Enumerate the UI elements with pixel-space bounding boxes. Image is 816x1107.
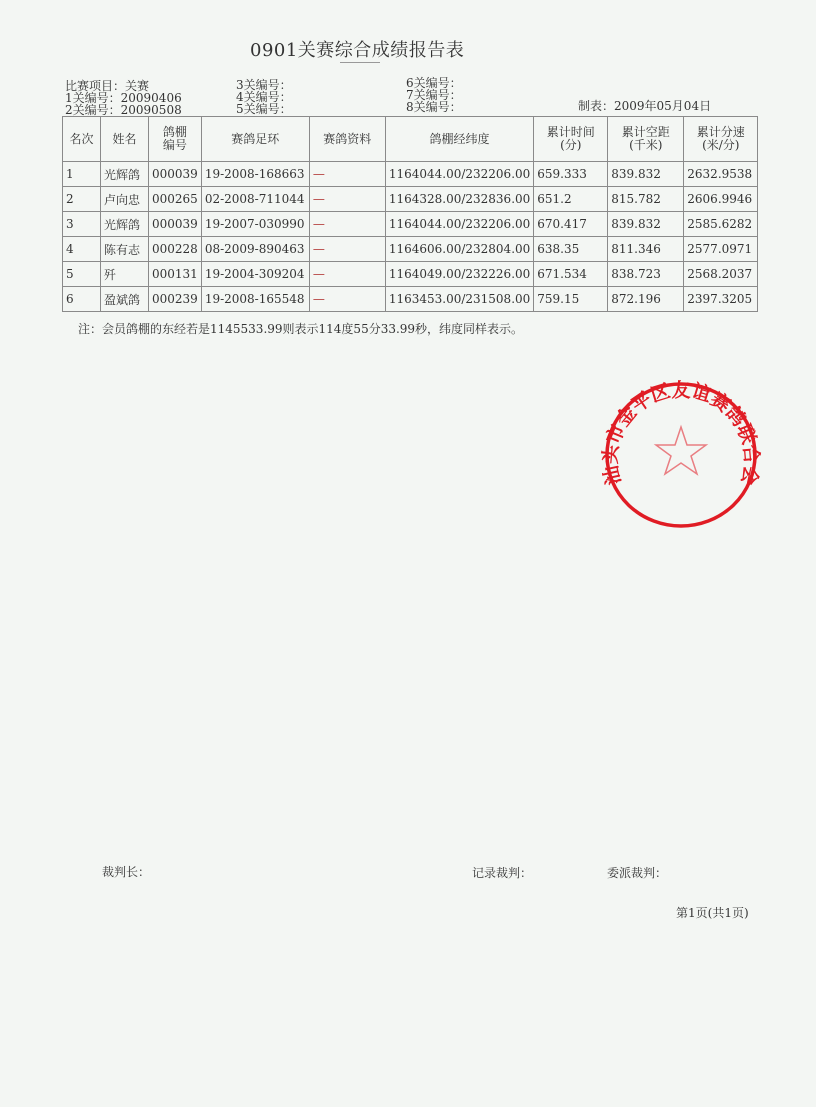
cell-ring: 19-2008-165548 (201, 287, 309, 312)
cell-name: 光辉鸽 (101, 162, 149, 187)
cell-speed: 2585.6282 (684, 212, 758, 237)
info-stage2-number: 2关编号：20090508 (65, 103, 182, 117)
cell-total-distance: 838.723 (608, 262, 684, 287)
cell-speed: 2568.2037 (684, 262, 758, 287)
made-date: 制表：2009年05月04日 (578, 99, 712, 113)
table-header-row (63, 117, 758, 162)
cell-loft-number: 000239 (149, 287, 202, 312)
cell-rank: 6 (63, 287, 101, 312)
signature-record-referee: 记录裁判： (472, 866, 533, 880)
coordinate-note: 注：会员鸽棚的东经若是1145533.99则表示114度55分33.99秒，纬度同样表示。 (78, 322, 524, 336)
info-stage4-number: 4关编号： (236, 90, 292, 104)
cell-loft-number: 000228 (149, 237, 202, 262)
cell-total-time: 638.35 (534, 237, 608, 262)
header-name: 姓名 (101, 117, 149, 162)
seal-star-icon (656, 427, 706, 474)
info-stage1-number: 1关编号：20090406 (65, 91, 182, 105)
cell-speed: 2632.9538 (684, 162, 758, 187)
cell-name: 光辉鸽 (101, 212, 149, 237)
cell-pigeon-info: — (309, 162, 385, 187)
page-number: 第1页(共1页) (676, 906, 749, 920)
cell-loft-number: 000265 (149, 187, 202, 212)
seal-text-path: 汕头市金平区友谊赛鸽联合会 (599, 379, 763, 487)
signature-assigned-referee: 委派裁判： (607, 866, 668, 880)
cell-total-distance: 811.346 (608, 237, 684, 262)
cell-total-time: 670.417 (534, 212, 608, 237)
info-block-left (65, 80, 182, 116)
cell-coordinates: 1164606.00/232804.00 (385, 237, 533, 262)
table-row (63, 287, 758, 312)
association-seal (596, 375, 766, 535)
report-title: 0901关赛综合成绩报告表 (250, 40, 465, 61)
info-stage6-number: 6关编号： (406, 76, 462, 90)
header-speed: 累计分速 (米/分) (684, 117, 758, 162)
header-ring: 赛鸽足环 (201, 117, 309, 162)
header-rank: 名次 (63, 117, 101, 162)
cell-ring: 02-2008-711044 (201, 187, 309, 212)
cell-speed: 2606.9946 (684, 187, 758, 212)
info-stage5-number: 5关编号： (236, 102, 292, 116)
cell-coordinates: 1164049.00/232226.00 (385, 262, 533, 287)
info-stage8-number: 8关编号： (406, 100, 462, 114)
header-coordinates: 鸽棚经纬度 (385, 117, 533, 162)
cell-loft-number: 000039 (149, 212, 202, 237)
cell-coordinates: 1163453.00/231508.00 (385, 287, 533, 312)
cell-coordinates: 1164044.00/232206.00 (385, 162, 533, 187)
table-row (63, 237, 758, 262)
cell-speed: 2397.3205 (684, 287, 758, 312)
header-total-distance: 累计空距 (千米) (608, 117, 684, 162)
info-competition-item: 比赛项目：关赛 (65, 79, 150, 93)
cell-total-distance: 839.832 (608, 162, 684, 187)
info-block-middle (236, 79, 292, 115)
cell-pigeon-info: — (309, 287, 385, 312)
cell-total-time: 759.15 (534, 287, 608, 312)
table-row (63, 262, 758, 287)
cell-loft-number: 000039 (149, 162, 202, 187)
cell-ring: 08-2009-890463 (201, 237, 309, 262)
table-row (63, 187, 758, 212)
cell-ring: 19-2008-168663 (201, 162, 309, 187)
header-loft-number: 鸽棚 编号 (149, 117, 202, 162)
table-row (63, 162, 758, 187)
title-underline (340, 62, 380, 63)
table-row (63, 212, 758, 237)
cell-loft-number: 000131 (149, 262, 202, 287)
cell-coordinates: 1164328.00/232836.00 (385, 187, 533, 212)
cell-coordinates: 1164044.00/232206.00 (385, 212, 533, 237)
info-stage3-number: 3关编号： (236, 78, 292, 92)
cell-pigeon-info: — (309, 262, 385, 287)
cell-name: 卢向忠 (101, 187, 149, 212)
cell-name: 盈斌鸽 (101, 287, 149, 312)
cell-total-time: 651.2 (534, 187, 608, 212)
cell-pigeon-info: — (309, 237, 385, 262)
cell-rank: 5 (63, 262, 101, 287)
header-total-time: 累计时间 (分) (534, 117, 608, 162)
cell-total-distance: 872.196 (608, 287, 684, 312)
cell-total-time: 671.534 (534, 262, 608, 287)
cell-rank: 2 (63, 187, 101, 212)
seal-text (598, 378, 763, 487)
cell-speed: 2577.0971 (684, 237, 758, 262)
cell-rank: 4 (63, 237, 101, 262)
cell-ring: 19-2004-309204 (201, 262, 309, 287)
info-stage7-number: 7关编号： (406, 88, 462, 102)
results-table (62, 116, 758, 312)
cell-name: 歼 (101, 262, 149, 287)
cell-name: 陈有志 (101, 237, 149, 262)
info-block-right (406, 77, 462, 113)
cell-pigeon-info: — (309, 187, 385, 212)
cell-rank: 1 (63, 162, 101, 187)
header-pigeon-info: 赛鸽资料 (309, 117, 385, 162)
cell-total-time: 659.333 (534, 162, 608, 187)
cell-ring: 19-2007-030990 (201, 212, 309, 237)
cell-total-distance: 839.832 (608, 212, 684, 237)
cell-total-distance: 815.782 (608, 187, 684, 212)
cell-pigeon-info: — (309, 212, 385, 237)
signature-chief-referee: 裁判长： (102, 865, 151, 879)
cell-rank: 3 (63, 212, 101, 237)
